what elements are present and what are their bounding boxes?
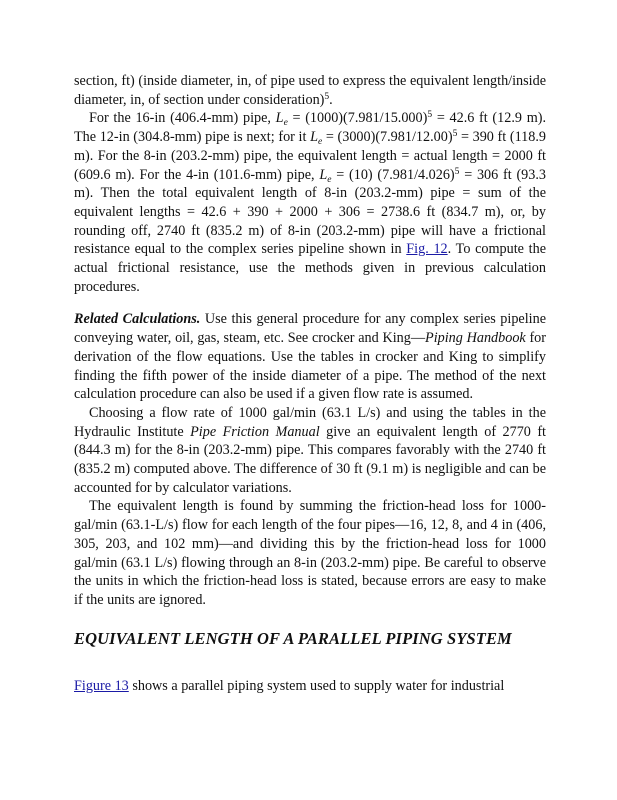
variable-l: L [275, 110, 284, 127]
paragraph-text: give an equivalent length of 2770 ft (844.3 m) for the 8-in (203.2-mm) pipe. This compares favorably with the 2740 ft (835.2 m) computed above. The difference of 30 ft (9.1 m) is negligible and can be accounted for by calculator variations. [74, 423, 546, 496]
subscript-e: e [283, 118, 288, 129]
paragraph-friction-head [74, 497, 546, 609]
figure-13-link[interactable]: Figure 13 [74, 677, 129, 694]
variable-l: L [310, 129, 318, 146]
paragraph-text: = (10) (7.981/4.026) [331, 166, 455, 183]
paragraph-text: Choosing a flow rate of 1000 gal/min (63.1 L/s) and using the tables in the Hydraulic Institute [74, 404, 546, 440]
paragraph-text: section, ft) (inside diameter, in, of pipe used to express the equivalent length/inside diameter, in, of section under consideration) [74, 73, 546, 108]
variable-l: L [319, 166, 328, 183]
document-page [74, 72, 546, 695]
paragraph-flow-rate [74, 404, 546, 498]
paragraph-text: = 42.6 ft (12.9 m). The 12-in (304.8-mm) pipe is next; for it [74, 110, 546, 146]
subscript-e: e [317, 137, 323, 148]
paragraph-related-calculations [74, 310, 546, 404]
figure-12-link[interactable]: Fig. 12 [406, 241, 448, 258]
paragraph-parallel-system [74, 677, 546, 696]
paragraph-text: The equivalent length is found by summing the friction-head loss for 1000-gal/min (63.1-L/s) flow for each length of the four pipes—16, 12, 8, and 4 in (406, 305, 203, and 102 mm)—and dividing this by the friction-head loss for 1000 gal/min (63.1 L/s) flowing through an 8-in (203.2-mm) pipe. Be careful to observe the units in which the friction-head loss is stated, because errors are easy to make if the units are ignored. [74, 498, 546, 608]
exponent: 5 [427, 110, 433, 121]
paragraph-text: shows a parallel piping system used to supply water for industrial [128, 677, 505, 694]
exponent: 5 [324, 91, 330, 102]
paragraph-continuation [74, 72, 546, 109]
paragraph-text: = (1000)(7.981/15.000) [287, 110, 428, 127]
paragraph-text: Use this general procedure for any complex series pipeline conveying water, oil, gas, steam, etc. See crocker and King— [74, 311, 546, 347]
paragraph-equivalent-lengths [74, 109, 546, 296]
exponent: 5 [452, 129, 458, 140]
paragraph-text: . [329, 91, 333, 108]
exponent: 5 [454, 166, 460, 177]
book-title-pipe-friction-manual: Pipe Friction Manual [190, 423, 320, 440]
subscript-e: e [327, 174, 332, 185]
section-heading: EQUIVALENT LENGTH OF A PARALLEL PIPING SYSTEM [74, 628, 512, 648]
related-calculations-lead: Related Calculations. [74, 311, 201, 328]
paragraph-text: = 390 ft (118.9 m). For the 8-in (203.2-mm) pipe, the equivalent length = actual length = 2000 ft (609.6 m). For the 4-in (101.6-mm) pipe, [74, 129, 546, 183]
book-title-piping-handbook: Piping Handbook [425, 330, 526, 347]
paragraph-text: For the 16-in (406.4-mm) pipe, [89, 110, 276, 127]
paragraph-text: = (3000)(7.981/12.00) [322, 129, 453, 146]
paragraph-text: . To compute the actual frictional resistance, use the methods given in previous calculation procedures. [74, 241, 547, 295]
paragraph-text: for derivation of the flow equations. Use the tables in crocker and King to simplify finding the fifth power of the inside diameter of a pipe. The method of the next calculation procedure can also be used if a given flow rate is assumed. [74, 330, 547, 403]
paragraph-text: = 306 ft (93.3 m). Then the total equivalent length of 8-in (203.2-mm) pipe = sum of the equivalent lengths = 42.6 + 390 + 2000 + 306 = 2738.6 ft (834.7 m), or, by rounding off, 2740 ft (835.2 m) of 8-in (203.2-mm) pipe will have a frictional resistance equal to the complex series pipeline shown in [74, 166, 546, 258]
